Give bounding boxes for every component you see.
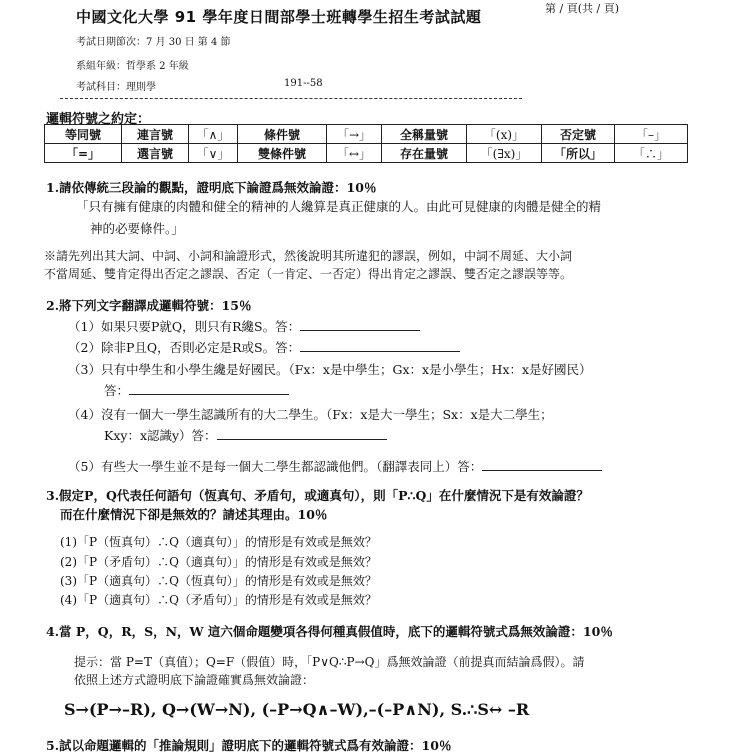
- q2-item-3a: （3）只有中學生和小學生纔是好國民。（Fx：x是中學生；Gx：x是小學生；Hx：x是好國民）: [68, 362, 592, 377]
- subject-code: 191--58: [284, 78, 323, 89]
- symbol-cell: 「↔」: [327, 144, 382, 163]
- symbol-cell: 「所以」: [542, 144, 615, 163]
- q2-item-5-text: （5）有些大一學生並不是每一個大二學生都認識他們。（翻譯表同上）答：: [68, 459, 483, 474]
- symbol-cell: 條件號: [238, 125, 327, 144]
- q3-heading-1: 3.假定P，Q代表任何語句（恆真句、矛盾句，或適真句），則「P∴Q」在什麼情況下是有效論證？: [46, 488, 589, 503]
- q2-heading: 2.將下列文字翻譯成邏輯符號：15％: [46, 298, 252, 313]
- symbol-cell: 連言號: [122, 125, 189, 144]
- symbol-cell: 雙條件號: [238, 144, 327, 163]
- exam-title: 中國文化大學 91 學年度日間部學士班轉學生招生考試試題: [76, 8, 482, 26]
- answer-blank: [482, 458, 602, 471]
- symbols-row-1: [45, 125, 688, 144]
- symbols-title: 邏輯符號之約定：: [46, 112, 151, 127]
- answer-blank: [217, 427, 387, 440]
- q4-hint-line-2: 依照上述方式證明底下論證確實爲無效論證：: [74, 673, 315, 687]
- q2-item-3b: [104, 381, 289, 399]
- dept-year: 系組年級：哲學系 2 年級: [76, 61, 189, 72]
- q3-item-2: (2)「P（矛盾句）∴Q（適真句）」的情形是有效或是無效？: [60, 555, 377, 569]
- q3-item-4: (4)「P（適真句）∴Q（矛盾句）」的情形是有效或是無效？: [60, 593, 377, 607]
- symbol-cell: 「–」: [615, 125, 688, 144]
- page-marker: 第 / 頁(共 / 頁): [545, 2, 619, 15]
- symbol-cell: 否定號: [542, 125, 615, 144]
- q2-item-2-text: （2）除非P且Q，否則必定是R或S。答：: [68, 340, 301, 355]
- q2-item-5: [68, 457, 602, 475]
- answer-blank: [129, 382, 289, 395]
- symbol-cell: 等同號: [45, 125, 122, 144]
- symbol-cell: 「∨」: [189, 144, 238, 163]
- header-divider: [60, 98, 522, 99]
- q3-item-3: (3)「P（適真句）∴Q（恆真句）」的情形是有效或是無效？: [60, 574, 377, 588]
- symbol-cell: 全稱量號: [382, 125, 467, 144]
- q5-heading: 5.試以命題邏輯的「推論規則」證明底下的邏輯符號式爲有效論證：10％: [46, 738, 452, 753]
- q4-hint-line-1: 提示：當 P=T（真值）；Q=F（假值）時，「P∨Q∴P→Q」爲無效論證（前提真而結論爲假）。請: [74, 655, 585, 669]
- q3-heading-2: 而在什麼情況下卻是無效的？請述其理由。10％: [60, 507, 328, 522]
- answer-blank: [300, 318, 420, 331]
- q2-item-2: [68, 338, 460, 356]
- q1-quote-line-1: 「只有擁有健康的肉體和健全的精神的人纔算是真正健康的人。由此可見健康的肉體是健全的精: [76, 199, 602, 214]
- symbol-cell: 選言號: [122, 144, 189, 163]
- symbol-cell: 「=」: [45, 144, 122, 163]
- exam-time: 考試日期節次：7 月 30 日 第 4 節: [76, 37, 231, 48]
- symbol-cell: 存在量號: [382, 144, 467, 163]
- q1-heading: 1.請依傳統三段論的觀點，證明底下論證爲無效論證：10％: [46, 180, 377, 195]
- symbols-row-2: [45, 144, 688, 163]
- symbols-table: [44, 124, 688, 163]
- symbol-cell: 「(x)」: [467, 125, 542, 144]
- q3-item-1: (1)「P（恆真句）∴Q（適真句）」的情形是有效或是無效？: [60, 535, 377, 549]
- q2-item-1: [68, 317, 420, 335]
- q2-item-4a: （4）沒有一個大一學生認識所有的大二學生。（Fx：x是大一學生；Sx：x是大二學生；: [68, 407, 553, 422]
- q1-quote-line-2: 神的必要條件。」: [90, 221, 184, 236]
- symbol-cell: 「→」: [327, 125, 382, 144]
- q1-note-line-2: 不當周延、雙肯定得出否定之謬誤、否定（一肯定、一否定）得出肯定之謬誤、雙否定之謬誤等等。: [44, 267, 573, 281]
- subject-label: 考試科目：理則學: [76, 82, 156, 93]
- q2-item-4b-text: Kxy：x認識y）答：: [104, 428, 217, 443]
- q2-item-4b: [104, 426, 387, 444]
- q4-formula: S→(P→–R), Q→(W→N), (–P→Q∧–W),–(–P∧N), S.∴S↔ –R: [64, 700, 530, 719]
- answer-blank: [300, 339, 460, 352]
- q1-note-line-1: ※請先列出其大詞、中詞、小詞和論證形式，然後說明其所違犯的謬誤，例如，中詞不周延、大小詞: [44, 249, 573, 263]
- q2-item-3b-text: 答：: [104, 383, 130, 398]
- symbol-cell: 「(∃x)」: [467, 144, 542, 163]
- symbol-cell: 「∧」: [189, 125, 238, 144]
- q2-item-1-text: （1）如果只要P就Q，則只有R纔S。答：: [68, 319, 301, 334]
- symbol-cell: 「∴」: [615, 144, 688, 163]
- q4-heading: 4.當 P，Q，R，S，N，W 這六個命題變項各得何種真假值時，底下的邏輯符號式爲無效論證：10％: [46, 624, 613, 639]
